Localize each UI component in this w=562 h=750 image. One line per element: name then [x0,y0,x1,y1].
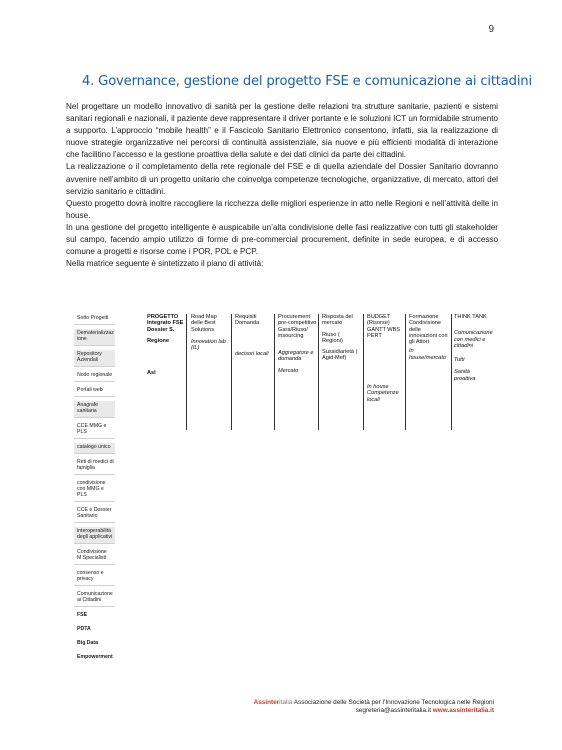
matrix-col-progetto [147,314,187,376]
col-header: PROGETTO Integrato FSE Dossier S. [147,314,184,333]
col-entry: Innovation lab (IL) [191,338,226,352]
col-header: Road Map delle Best Solutions [191,314,217,333]
col-entry: Riuso ( Regioni) [322,331,343,344]
footer-email-link[interactable]: segreteria@assinteritalia.it [355,707,433,714]
col-entry: Aggregatore e domanda [278,350,314,363]
col-header: Requisiti Domanda [235,314,260,327]
matrix-row-label: Nodo regionale [74,371,115,382]
matrix-row-label: consenso e privacy [74,569,115,586]
col-entry: Mercato [278,367,299,374]
col-header: BUDGET (Risorse) GANTT WBS PERT [367,314,401,339]
matrix-divider [186,314,187,430]
matrix-col-procurement [278,314,320,374]
matrix-row-label: interoperabilità degli applicativi [74,527,115,544]
footer-org-name: Associazione delle Società per l’Innovazione Tecnologica nelle Regioni [292,699,494,706]
matrix-col-think-tank [454,314,492,382]
matrix-col-roadmap [191,314,229,351]
matrix-row-label: Reti di medici di famiglia [74,458,115,475]
col-header: THINK TANK [454,314,487,320]
footer-org-line [254,699,494,707]
col-entry: Asl [147,370,156,377]
matrix-divider [405,314,406,430]
matrix-row-label: PDTA [77,626,91,632]
paragraph: In una gestione del progetto intelligente è auspicabile un’alta condivisione delle fasi realizzative con tutti gli stakeholder sul campo, facendo ampio utilizzo di forme di pre-commercial procurement, definite in sede europea, e di accesso comune a progetti e risorse come i POR, POL e PCP. [66,222,498,257]
paragraph: Questo progetto dovrà inoltre raccogliere la ricchezza delle migliori esperienze in atto nelle Regioni e nell’attività delle in house. [66,198,498,220]
footer-website-link[interactable]: www.assinteritalia.it [432,707,494,714]
section-heading: 4. Governance, gestione del progetto FSE e comunicazione ai cittadini [82,73,532,89]
matrix-row-label: condivisione con MMG e PLS [74,479,115,502]
footer-contact-line [254,707,494,715]
matrix-row-label: Comunicazione ai Cittadini [74,590,115,607]
body-text [66,101,498,270]
col-header: Formazione Condivisione delle innovazioni con gli Attori [409,314,448,346]
col-entry: Sussidiarietà ( Agid-Mef) [322,349,358,362]
col-entry: In house/mercato [409,348,447,361]
col-entry: decisori locali [235,350,269,357]
matrix-col-budget [367,314,403,403]
col-entry: Comunicazione con medici e cittadini [454,330,493,349]
matrix-divider [274,314,275,430]
col-entry: Tutti [454,357,465,364]
brand-logo-text: Assinter [253,699,280,706]
page-footer [254,699,494,715]
col-header: Procurement pre-competitivo Gara/Riuso/ insourcing [278,314,317,339]
matrix-row-label: Empowerment [77,654,113,660]
paragraph: La realizzazione o il completamento della rete regionale del FSE e di quella aziendale del Dossier Sanitario dovranno avvenire nell’ambito di un progetto unitario che coinvolga competenze tecnologiche, organizzative, di mercato, attori del servizio sanitario e cittadini. [66,162,498,196]
matrix-row-label: CCE MMG e PLS [74,422,115,439]
matrix-row-label: Dematerializzazione [74,329,115,346]
matrix-row-label: Portali web [74,386,115,397]
matrix-left-column [74,314,115,667]
matrix-row-label: CCE e Dossier Sanitario [74,506,115,523]
matrix-col-risposta [322,314,362,362]
col-header: Risposta del mercato [322,314,353,327]
page-number: 9 [488,24,494,35]
brand-logo-text-suffix: italia [279,699,293,706]
matrix-row-label: Big Data [77,640,99,646]
col-entry: In house Competenze locali [367,384,399,403]
matrix-col-requisiti [235,314,273,357]
col-entry: Regione [147,337,170,344]
matrix-row-label: Sotto Progetti [74,314,115,325]
matrix-row-label: FSE [77,612,88,618]
matrix-divider [318,314,319,430]
matrix-col-formazione [409,314,449,361]
matrix-row-label: Anagrafe sanitaria [74,401,115,418]
paragraph: Nel progettare un modello innovativo di sanità per la gestione delle relazioni tra strutture sanitarie, pazienti e sistemi sanitari regionali e nazionali, il paziente deve rappresentare il driver portante e le soluzioni ICT un formidabile strumento a supporto. L’approccio “mobile health” e il Fascicolo Sanitario Elettronico consentono, infatti, sia la realizzazione di nuove strategie organizzative nei percorsi di continuità assistenziale, sia nuove e più efficienti modalità di interazione che facilitino l’accesso e la gestione proattiva della salute e dei dati clinici da parte dei cittadini. [66,102,498,160]
matrix-divider [451,314,452,430]
paragraph: Nella matrice seguente è sintetizzato il piano di attività: [66,259,264,269]
matrix-row-label: Repository Aziendali [74,350,115,367]
matrix-divider [363,314,364,430]
matrix-divider [231,314,232,430]
matrix-row-label: catalogo unico [74,443,115,454]
col-entry: Sanità proattiva [454,369,476,382]
matrix-row-label: Condivisione M.Specialisti [74,548,115,565]
